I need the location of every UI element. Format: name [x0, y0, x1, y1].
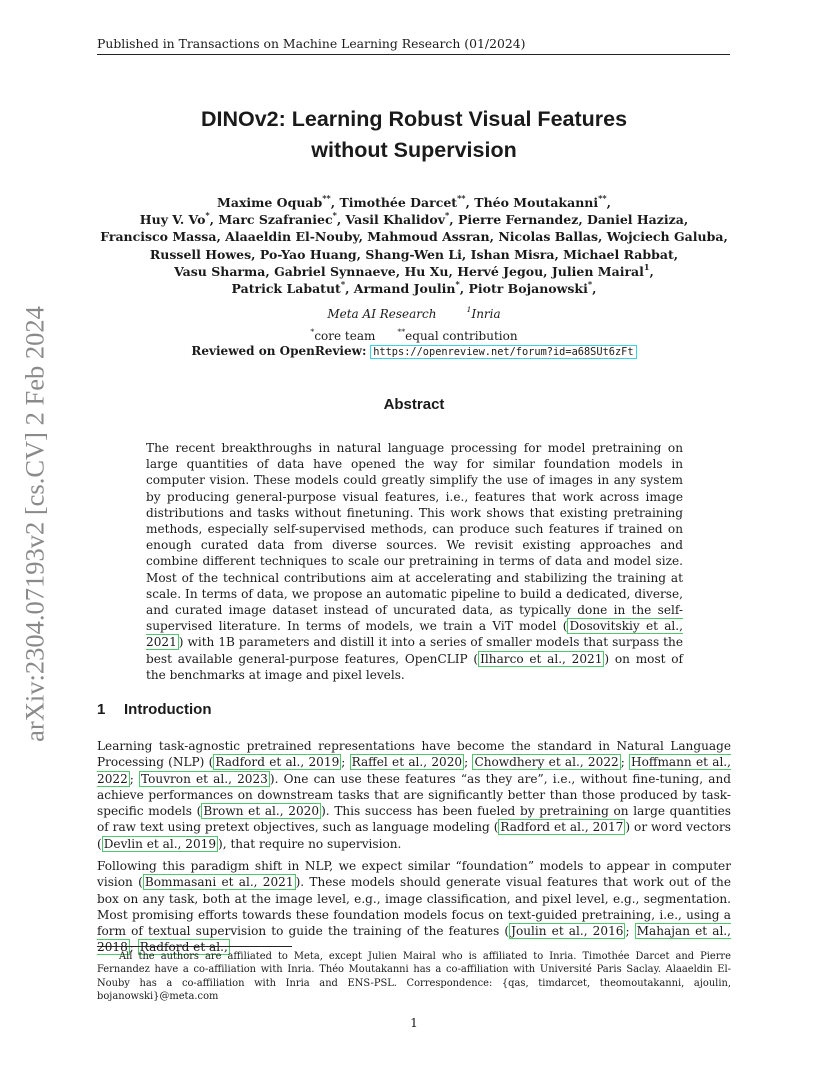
author-name: Wojciech Galuba — [606, 229, 724, 245]
citation-link[interactable]: Ilharco et al., 2021 — [480, 651, 603, 666]
footnote-rule — [97, 946, 292, 947]
page-number: 1 — [410, 1016, 418, 1030]
arxiv-stamp — [10, 292, 60, 756]
text-run: ; — [341, 755, 350, 770]
equal-note: equal contribution — [405, 329, 518, 343]
author-name: Vasu Sharma — [174, 263, 266, 279]
author-name: Théo Moutakanni — [474, 195, 599, 210]
author-line: Vasu Sharma, Gabriel Synnaeve, Hu Xu, Hervé Jegou, Julien Mairal$^1$, — [174, 261, 654, 279]
citation-link[interactable]: Radford et al., — [139, 940, 228, 955]
author-name: Timothée Darcet — [339, 195, 458, 210]
author-name: Hervé Jegou — [457, 263, 544, 279]
text-run: Learning task-agnostic pretrained representations have become the standard in Natural Language Processing (NLP) ( — [97, 739, 731, 770]
citation-link[interactable]: Chowdhery et al., 2022 — [474, 755, 619, 770]
contribution-notes — [200, 329, 628, 343]
author-mark: * — [340, 279, 346, 290]
author-name: Nicolas Ballas — [498, 229, 599, 245]
citation-link[interactable]: Bommasani et al., 2021 — [144, 875, 294, 890]
arxiv-identifier: arXiv:2304.07193v2 [cs.CV] 2 Feb 2024 — [19, 306, 50, 742]
affiliation-mark: 1 — [466, 305, 472, 315]
text-run: ; — [129, 940, 138, 955]
author-name: Alaaeldin El-Nouby — [225, 229, 359, 245]
citation-link[interactable]: Raffel et al., 2020 — [351, 755, 463, 770]
text-run: ), that require no supervision. — [218, 836, 402, 851]
author-mark: * — [587, 279, 593, 290]
citation-link[interactable]: Touvron et al., 2023 — [141, 771, 268, 786]
footnote: All the authors are affiliated to Meta, except Julien Mairal who is affiliated to Inria. Timothée Darcet and Pierre Fernandez have a co-affiliation with Inria. Théo Moutakanni has a co-affiliation with Université Paris Saclay. Alaaeldin El-Nouby has a co-affiliation with Inria and ENS-PSL. Correspondence: {qas, timdarcet, theomoutakanni, ajoulin, bojanowski}@meta.com — [97, 951, 731, 1003]
review-label: Reviewed on OpenReview: — [191, 344, 367, 358]
author-name: Shang-Wen Li — [365, 246, 462, 262]
section-heading — [97, 701, 211, 718]
citation-link[interactable]: Mahajan et al., 2018 — [97, 924, 731, 955]
citation-link[interactable]: Hoffmann et al., 2022 — [97, 755, 731, 786]
text-run: ; — [625, 924, 635, 939]
text-run: ). These models should generate visual features that work out of the box on any task, both at the image level, e.g., image classification, and pixel level, e.g., segmentation. Most promising efforts towards these foundation models focus on text-guided pretraining, i.e., using a form of textual supervision to guide the training of the features ( — [97, 875, 731, 939]
text-run: ) on most of the benchmarks at image and pixel levels. — [146, 651, 684, 682]
author-mark: 1 — [643, 261, 650, 272]
citation-link[interactable]: Radford et al., 2019 — [215, 755, 340, 770]
author-name: Michael Rabbat — [563, 246, 674, 262]
section-number: 1 — [97, 701, 106, 718]
openreview-link[interactable]: https://openreview.net/forum?id=a68SUt6zFt — [370, 345, 636, 359]
equal-mark: ** — [397, 327, 406, 337]
text-run: ; — [129, 771, 139, 786]
text-run: The recent breakthroughs in natural language processing for model pretraining on large quantities of data have opened the way for similar foundation models in computer vision. These models could greatly simplify the use of images in any system by producing general-purpose visual features, i.e., features that work across image distributions and tasks without finetuning. This work shows that existing pretraining methods, especially self-supervised methods, can produce such features if trained on enough curated data from diverse sources. We revisit existing approaches and combine different techniques to scale our pretraining in terms of data and model size. Most of the technical contributions aim at accelerating and stabilizing the training at scale. In terms of data, we propose an automatic pipeline to build a dedicated, diverse, and curated image dataset instead of uncurated data, as typically done in the self-supervised literature. In terms of models, we train a ViT model ( — [146, 441, 683, 634]
author-mark: ** — [322, 193, 331, 204]
affiliations — [200, 307, 628, 321]
author-mark: * — [205, 210, 210, 221]
text-run: Following this paradigm shift in NLP, we expect similar “foundation” models to appear in computer vision ( — [97, 859, 731, 890]
author-name: Hu Xu — [404, 263, 449, 279]
author-name: Patrick Labatut — [231, 281, 341, 297]
author-mark: * — [444, 210, 450, 221]
text-run: ) with 1B parameters and distill it into a series of smaller models that surpass the best available general-purpose features, OpenCLIP ( — [146, 635, 683, 666]
author-name: Ishan Misra — [470, 246, 555, 262]
author-line: Maxime Oquab**, Timothée Darcet**, Théo Moutakanni**, — [217, 193, 611, 210]
author-name: Julien Mairal — [551, 263, 644, 279]
text-run: ). One can use these features “as they are”, i.e., without fine-tuning, and achieve performances on downstream tasks that are significantly better than those produced by task-specific models ( — [97, 771, 731, 819]
core-note: core team — [314, 329, 376, 343]
author-mark: * — [332, 210, 337, 221]
citation-link[interactable]: Dosovitskiy et al., 2021 — [146, 619, 683, 650]
paragraph-1 — [97, 738, 731, 852]
author-name: Vasil Khalidov — [345, 212, 445, 228]
author-line: Huy V. Vo*, Marc Szafraniec*, Vasil Khalidov*, Pierre Fernandez, Daniel Haziza, — [139, 210, 689, 228]
author-mark: * — [455, 279, 460, 290]
author-name: Marc Szafraniec — [218, 212, 333, 228]
author-name: Piotr Bojanowski — [468, 281, 588, 297]
section-title: Introduction — [124, 701, 212, 718]
author-mark: ** — [598, 193, 607, 204]
author-line: Russell Howes, Po-Yao Huang, Shang-Wen Li, Ishan Misra, Michael Rabbat, — [149, 246, 679, 262]
author-list — [92, 194, 736, 297]
citation-link[interactable]: Radford et al., 2017 — [500, 820, 624, 835]
author-name: Francisco Massa — [100, 229, 217, 245]
author-name: Pierre Fernandez — [457, 212, 579, 228]
review-line — [100, 344, 728, 358]
author-mark: ** — [457, 193, 466, 204]
running-head: Published in Transactions on Machine Learning Research (01/2024) — [97, 36, 730, 55]
text-run: ; — [464, 755, 473, 770]
citation-link[interactable]: Brown et al., 2020 — [203, 804, 320, 819]
author-name: Gabriel Synnaeve — [274, 263, 396, 279]
author-line: Patrick Labatut*, Armand Joulin*, Piotr Bojanowski*, — [231, 279, 597, 297]
text-run: ). This success has been fueled by pretraining on large quantities of raw text using pretext objectives, such as language modeling ( — [97, 804, 732, 835]
author-name: Huy V. Vo — [139, 212, 206, 228]
author-name: Daniel Haziza — [587, 212, 684, 228]
text-run: ; — [620, 755, 630, 770]
text-run: ) or word vectors ( — [97, 820, 731, 851]
author-line: Francisco Massa, Alaaeldin El-Nouby, Mahmoud Assran, Nicolas Ballas, Wojciech Galuba, — [100, 229, 728, 245]
paragraph-2 — [97, 858, 731, 956]
abstract-heading: Abstract — [383, 396, 445, 413]
author-name: Mahmoud Assran — [367, 229, 490, 245]
affiliation-meta: Meta AI Research — [327, 307, 437, 321]
abstract-body — [146, 440, 683, 683]
affiliation-inria: Inria — [471, 307, 501, 321]
citation-link[interactable]: Joulin et al., 2016 — [511, 924, 624, 939]
paper-title — [150, 104, 678, 166]
core-mark: * — [310, 327, 315, 337]
author-name: Russell Howes — [149, 246, 252, 262]
citation-link[interactable]: Devlin et al., 2019 — [103, 836, 217, 851]
title-line-2: without Supervision — [311, 138, 517, 162]
author-name: Po-Yao Huang — [259, 246, 357, 262]
author-name: Armand Joulin — [353, 281, 456, 297]
author-name: Maxime Oquab — [217, 195, 323, 210]
title-line-1: DINOv2: Learning Robust Visual Features — [200, 107, 628, 131]
